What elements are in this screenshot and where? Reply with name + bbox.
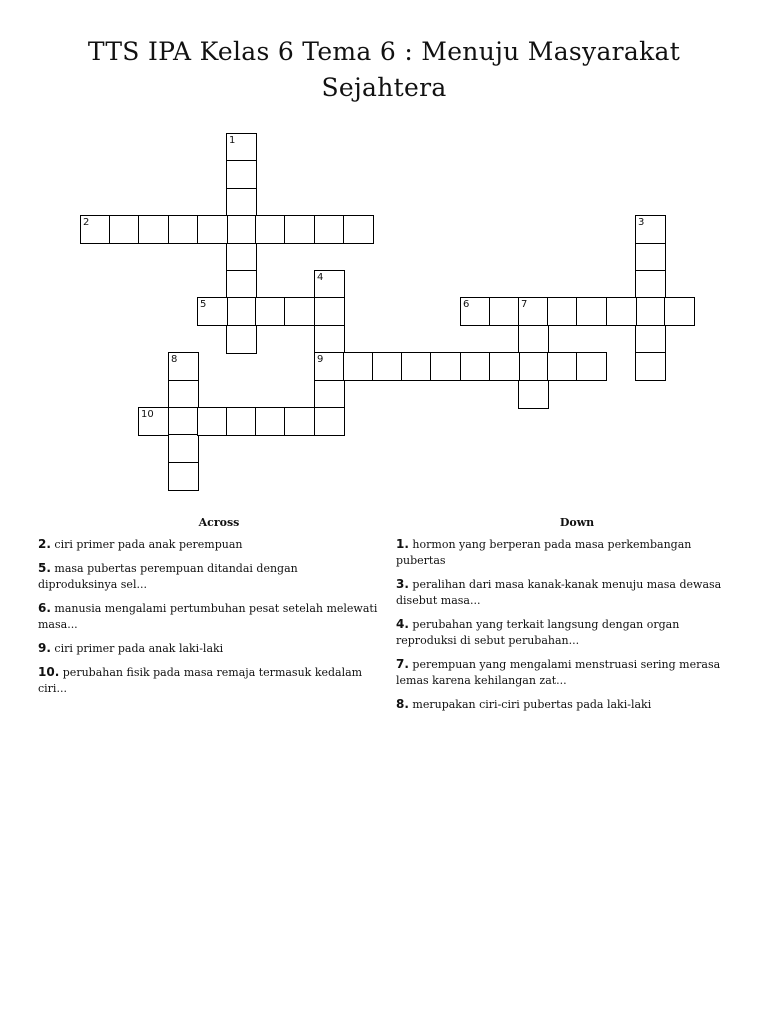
grid-cell[interactable]: [226, 188, 257, 217]
clue-number: 8.: [396, 697, 409, 711]
across-clues: [38, 514, 400, 704]
grid-cell[interactable]: [606, 297, 637, 326]
grid-cell[interactable]: [489, 352, 520, 381]
grid-cell[interactable]: [168, 380, 199, 409]
across-clue: [38, 536, 400, 553]
grid-cell[interactable]: [576, 352, 607, 381]
clue-number-label: 9: [317, 354, 324, 365]
grid-cell[interactable]: [226, 133, 257, 162]
grid-cell[interactable]: [547, 352, 578, 381]
grid-cell[interactable]: [635, 352, 666, 381]
grid-cell[interactable]: [343, 215, 374, 244]
grid-cell[interactable]: [168, 215, 199, 244]
grid-cell[interactable]: [314, 325, 345, 354]
grid-cell[interactable]: [372, 352, 403, 381]
puzzle-title-line-1: TTS IPA Kelas 6 Tema 6 : Menuju Masyarakat: [87, 37, 681, 66]
clue-number: 5.: [38, 561, 51, 575]
grid-cell[interactable]: [635, 325, 666, 354]
grid-cell[interactable]: [255, 297, 286, 326]
grid-cell[interactable]: [226, 325, 257, 354]
grid-cell[interactable]: [226, 407, 257, 436]
grid-cell[interactable]: [518, 380, 549, 409]
across-clue: [38, 640, 400, 657]
grid-cell[interactable]: [518, 325, 549, 354]
grid-cell[interactable]: [343, 352, 374, 381]
grid-cell[interactable]: [168, 434, 199, 463]
down-clue: [396, 576, 758, 609]
grid-cell[interactable]: [314, 270, 345, 299]
grid-cell[interactable]: [314, 352, 345, 381]
clue-text: ciri primer pada anak laki-laki: [54, 642, 224, 655]
grid-cell[interactable]: [284, 407, 315, 436]
grid-cell[interactable]: [226, 270, 257, 299]
grid-cell[interactable]: [226, 215, 257, 244]
grid-cell[interactable]: [314, 297, 345, 326]
grid-cell[interactable]: [314, 380, 345, 409]
clue-text: perubahan yang terkait langsung dengan organ reproduksi di sebut perubahan...: [396, 618, 680, 647]
grid-cell[interactable]: [168, 462, 199, 491]
across-clue: [38, 664, 400, 697]
clue-text: hormon yang berperan pada masa perkembangan pubertas: [396, 538, 692, 567]
grid-cell[interactable]: [430, 352, 461, 381]
grid-cell[interactable]: [138, 215, 169, 244]
clue-number-label: 4: [317, 272, 324, 283]
grid-cell[interactable]: [401, 352, 432, 381]
across-heading: Across: [198, 516, 240, 529]
grid-cell[interactable]: [197, 215, 228, 244]
clue-text: merupakan ciri-ciri pubertas pada laki-laki: [412, 698, 652, 711]
grid-cell[interactable]: [635, 243, 666, 272]
clue-number-label: 6: [463, 299, 470, 310]
clue-number: 3.: [396, 577, 409, 591]
clue-number: 1.: [396, 537, 409, 551]
clue-number-label: 7: [521, 299, 528, 310]
down-clue: [396, 536, 758, 569]
clue-number-label: 5: [200, 299, 207, 310]
across-clue: [38, 560, 400, 593]
clue-text: manusia mengalami pertumbuhan pesat setelah melewati masa...: [38, 602, 378, 631]
grid-cell[interactable]: [460, 352, 491, 381]
grid-cell[interactable]: [518, 352, 549, 381]
crossword-grid: [0, 0, 768, 500]
grid-cell[interactable]: [635, 215, 666, 244]
grid-cell[interactable]: [80, 215, 111, 244]
grid-cell[interactable]: [226, 243, 257, 272]
puzzle-title-line-2: Sejahtera: [321, 73, 447, 102]
clue-number: 4.: [396, 617, 409, 631]
grid-cell[interactable]: [635, 297, 666, 326]
grid-cell[interactable]: [314, 215, 345, 244]
clue-text: perubahan fisik pada masa remaja termasuk kedalam ciri...: [38, 666, 363, 695]
grid-cell[interactable]: [109, 215, 140, 244]
clue-text: ciri primer pada anak perempuan: [54, 538, 243, 551]
grid-cell[interactable]: [547, 297, 578, 326]
across-clue: [38, 600, 400, 633]
down-clue: [396, 616, 758, 649]
grid-cell[interactable]: [168, 352, 199, 381]
grid-cell[interactable]: [197, 407, 228, 436]
clue-text: perempuan yang mengalami menstruasi sering merasa lemas karena kehilangan zat...: [396, 658, 721, 687]
clue-text: masa pubertas perempuan ditandai dengan diproduksinya sel...: [38, 562, 298, 591]
grid-cell[interactable]: [460, 297, 491, 326]
clue-number-label: 8: [171, 354, 178, 365]
down-clue: [396, 656, 758, 689]
grid-cell[interactable]: [635, 270, 666, 299]
down-heading: Down: [559, 516, 595, 529]
clue-number: 7.: [396, 657, 409, 671]
grid-cell[interactable]: [168, 407, 199, 436]
grid-cell[interactable]: [314, 407, 345, 436]
grid-cell[interactable]: [255, 215, 286, 244]
grid-cell[interactable]: [489, 297, 520, 326]
grid-cell[interactable]: [664, 297, 695, 326]
down-clues: [396, 514, 758, 720]
clue-text: peralihan dari masa kanak-kanak menuju masa dewasa disebut masa...: [396, 578, 722, 607]
clue-number: 9.: [38, 641, 51, 655]
clue-number-label: 3: [638, 217, 645, 228]
clue-number: 6.: [38, 601, 51, 615]
grid-cell[interactable]: [138, 407, 169, 436]
clue-number-label: 10: [141, 409, 154, 420]
clue-number-label: 2: [83, 217, 90, 228]
clue-number: 10.: [38, 665, 60, 679]
grid-cell[interactable]: [576, 297, 607, 326]
grid-cell[interactable]: [518, 297, 549, 326]
grid-cell[interactable]: [197, 297, 228, 326]
grid-cell[interactable]: [284, 215, 315, 244]
grid-cell[interactable]: [255, 407, 286, 436]
grid-cell[interactable]: [284, 297, 315, 326]
clue-number: 2.: [38, 537, 51, 551]
clue-number-label: 1: [229, 135, 236, 146]
grid-cell[interactable]: [226, 160, 257, 189]
grid-cell[interactable]: [226, 297, 257, 326]
down-clue: [396, 696, 758, 713]
